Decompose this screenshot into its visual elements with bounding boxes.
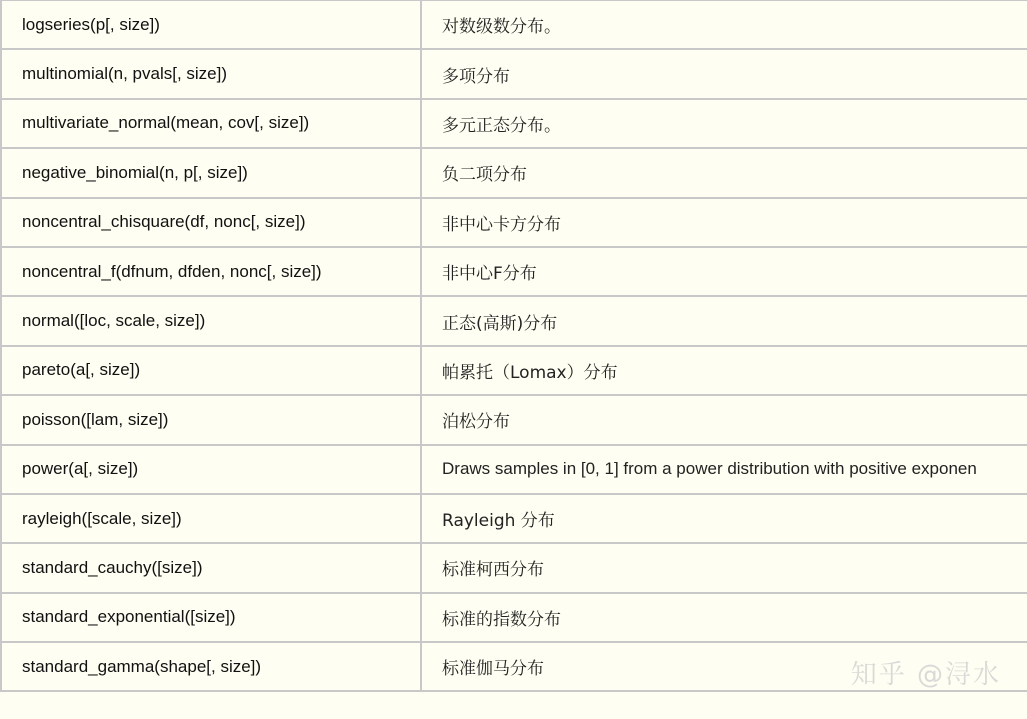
description-cell: 多元正态分布。: [421, 99, 1027, 148]
function-cell: standard_exponential([size]): [1, 593, 421, 642]
description-cell: 标准柯西分布: [421, 543, 1027, 592]
function-cell: power(a[, size]): [1, 445, 421, 494]
function-cell: multinomial(n, pvals[, size]): [1, 49, 421, 98]
function-cell: poisson([lam, size]): [1, 395, 421, 444]
function-cell: noncentral_chisquare(df, nonc[, size]): [1, 198, 421, 247]
description-cell: Draws samples in [0, 1] from a power distribution with positive exponen: [421, 445, 1027, 494]
function-cell: normal([loc, scale, size]): [1, 296, 421, 345]
table-row: [1, 99, 1027, 148]
table-row: [1, 445, 1027, 494]
table-row: [1, 494, 1027, 543]
function-cell: multivariate_normal(mean, cov[, size]): [1, 99, 421, 148]
table-row: [1, 543, 1027, 592]
table-row: [1, 49, 1027, 98]
table-row: [1, 642, 1027, 691]
function-cell: negative_binomial(n, p[, size]): [1, 148, 421, 197]
table-row: [1, 346, 1027, 395]
description-cell: 非中心F分布: [421, 247, 1027, 296]
description-cell: 非中心卡方分布: [421, 198, 1027, 247]
function-cell: standard_gamma(shape[, size]): [1, 642, 421, 691]
function-cell: logseries(p[, size]): [1, 0, 421, 49]
function-cell: standard_cauchy([size]): [1, 543, 421, 592]
description-cell: 泊松分布: [421, 395, 1027, 444]
description-cell: 多项分布: [421, 49, 1027, 98]
watermark: 知乎 @浔水: [850, 660, 1001, 690]
function-cell: rayleigh([scale, size]): [1, 494, 421, 543]
description-cell: 对数级数分布。: [421, 0, 1027, 49]
function-cell: pareto(a[, size]): [1, 346, 421, 395]
description-cell: 标准伽马分布: [421, 642, 1027, 691]
table-row: [1, 148, 1027, 197]
description-cell: 标准的指数分布: [421, 593, 1027, 642]
description-cell: 正态(高斯)分布: [421, 296, 1027, 345]
function-cell: noncentral_f(dfnum, dfden, nonc[, size]): [1, 247, 421, 296]
description-cell: 帕累托（Lomax）分布: [421, 346, 1027, 395]
description-cell: 负二项分布: [421, 148, 1027, 197]
table-row: [1, 395, 1027, 444]
description-cell: Rayleigh 分布: [421, 494, 1027, 543]
table-row: [1, 296, 1027, 345]
api-table-body: [1, 0, 1027, 691]
table-row: [1, 593, 1027, 642]
table-row: [1, 198, 1027, 247]
table-row: [1, 0, 1027, 49]
table-row: [1, 247, 1027, 296]
